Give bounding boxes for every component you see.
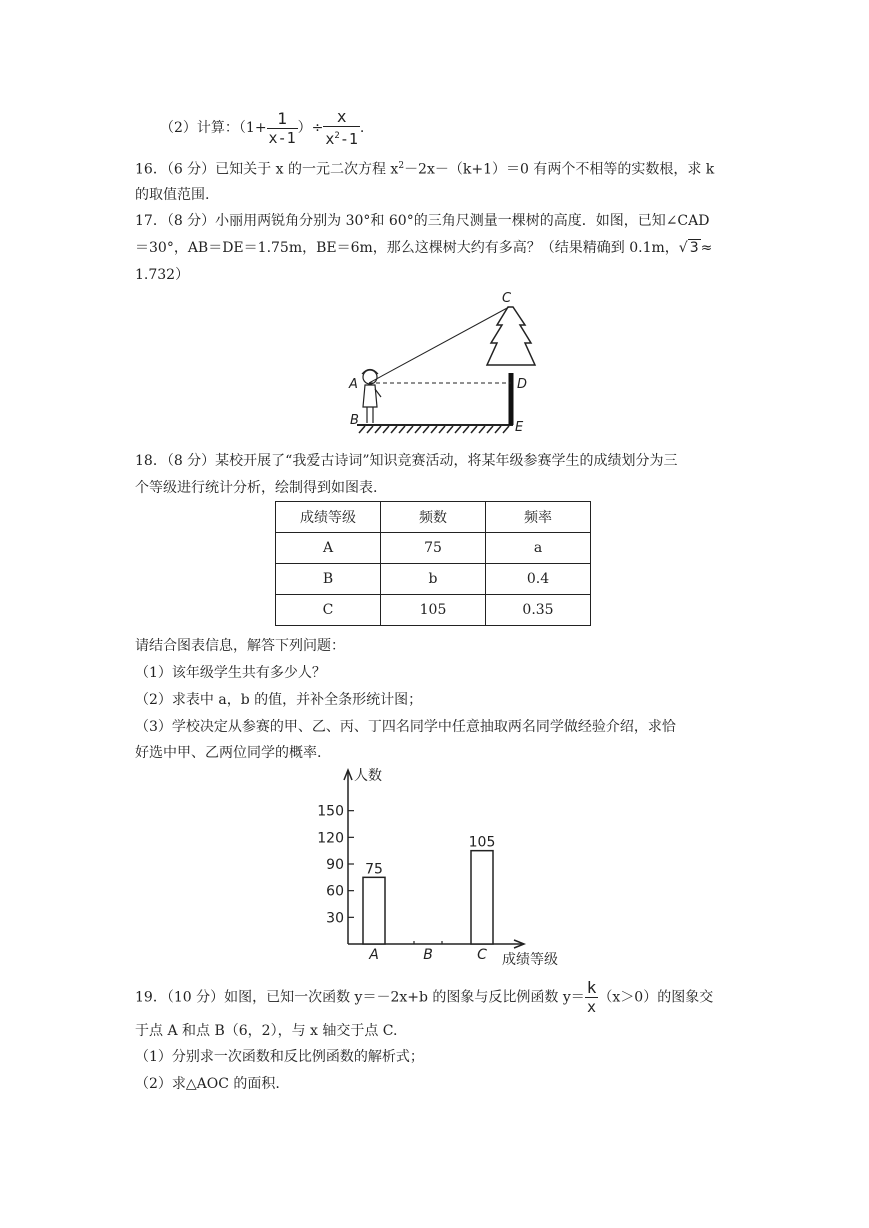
label-a: A [349, 377, 358, 392]
q18-sub2: （2）求表中 a，b 的值，并补全条形统计图； [135, 692, 423, 708]
table-cell: a [486, 533, 591, 564]
q18-line2: 个等级进行统计分析，绘制得到如图表. [135, 480, 378, 496]
label-d: D [517, 377, 528, 392]
y-tick-label: 60 [326, 883, 344, 900]
q19-line1 [135, 979, 713, 1016]
table-header-row [276, 502, 591, 533]
q17-line3: 1.732） [135, 267, 190, 283]
table-header: 频数 [381, 502, 486, 533]
q16-sup: 2 [398, 161, 405, 171]
ground-hatching [359, 426, 509, 433]
frac2-den-base: x [325, 130, 335, 148]
q17-text-a: ＝30°，AB＝DE＝1.75m，BE＝6m，那么这棵树大约有多高？（结果精确到 0.1m， [135, 240, 679, 256]
sight-line-ac [369, 307, 509, 383]
q15-end: . [359, 120, 365, 136]
table-cell: 105 [381, 595, 486, 626]
q19-text-b: （x＞0）的图象交 [598, 989, 714, 1006]
q19-fraction [585, 979, 599, 1016]
bar-data-label: 75 [365, 861, 383, 878]
frac1-denominator: x-1 [268, 128, 296, 147]
y-tick-label: 120 [317, 830, 344, 847]
frac2-denominator [323, 126, 360, 148]
q16-text-b: －2x－（k+1）＝0 有两个不相等的实数根，求 k [404, 161, 715, 178]
table-row [276, 533, 591, 564]
q17-line1: 17．（8 分）小丽用两锐角分别为 30°和 60°的三角尺测量一棵树的高度．如图，已知∠CAD [135, 213, 710, 229]
q17-text-b: ≈ [700, 240, 713, 256]
bar-a [363, 877, 385, 944]
table-cell: 75 [381, 533, 486, 564]
table-header: 频率 [486, 502, 591, 533]
tree-measure-figure [345, 285, 545, 437]
x-axis-label: 成绩等级 [502, 952, 558, 968]
bar-c [471, 851, 493, 944]
frac1-numerator: 1 [277, 108, 287, 128]
q18-sub3-line2: 好选中甲、乙两位同学的概率. [135, 745, 322, 761]
table-cell: b [381, 564, 486, 595]
q19-line2: 于点 A 和点 B（6，2），与 x 轴交于点 C. [135, 1023, 398, 1039]
table-cell: C [276, 595, 381, 626]
q19-sub2: （2）求△AOC 的面积. [135, 1076, 280, 1092]
frac2-numerator: x [336, 107, 347, 126]
y-tick-label: 90 [326, 857, 344, 873]
label-e: E [515, 420, 524, 435]
x-tick-label: A [369, 947, 379, 963]
q17-line2 [135, 237, 712, 259]
frac2-den-exp: 2 [334, 131, 340, 141]
q18-sub1: （1）该年级学生共有多少人？ [135, 665, 326, 681]
q19-frac-denominator: x [587, 998, 597, 1016]
label-b: B [350, 413, 359, 428]
grades-table [275, 501, 591, 626]
q18-prompt: 请结合图表信息，解答下列问题： [135, 638, 345, 654]
sqrt-radicand: 3 [689, 240, 699, 256]
table-cell: 0.4 [486, 564, 591, 595]
table-cell: A [276, 533, 381, 564]
table-header: 成绩等级 [276, 502, 381, 533]
q18-line1: 18．（8 分）某校开展了“我爱古诗词”知识竞赛活动，将某年级参赛学生的成绩划分为三 [135, 453, 678, 469]
table-row [276, 564, 591, 595]
q15-fraction-1 [267, 110, 298, 147]
label-c: C [502, 291, 512, 306]
q16-text-a: 16．（6 分）已知关于 x 的一元二次方程 x [135, 161, 399, 178]
q19-frac-numerator: k [586, 978, 597, 997]
q16-line2: 的取值范围. [135, 187, 210, 203]
frac2-den-tail: -1 [339, 130, 358, 148]
table-cell: 0.35 [486, 595, 591, 626]
q16-line1 [135, 155, 714, 181]
bar-data-label: 105 [468, 834, 496, 851]
q15-prefix: （2）计算：（1+ [160, 120, 267, 136]
x-tick-label: B [423, 947, 433, 963]
y-tick-label: 30 [326, 910, 344, 927]
q19-text-a: 19．（10 分）如图，已知一次函数 y＝－2x+b 的图象与反比例函数 y＝ [135, 989, 585, 1006]
table-row [276, 595, 591, 626]
y-axis-label: 人数 [354, 768, 382, 784]
table-cell: B [276, 564, 381, 595]
x-tick-label: C [477, 947, 487, 963]
sqrt-symbol: √ 3 [678, 240, 699, 256]
bar-chart [300, 762, 580, 972]
tree-crown [487, 307, 535, 365]
q19-sub1: （1）分别求一次函数和反比例函数的解析式； [135, 1049, 424, 1065]
y-tick-label: 150 [317, 803, 344, 820]
q18-sub3-line1: （3）学校决定从参赛的甲、乙、丙、丁四名同学中任意抽取两名同学做经验介绍，求恰 [135, 719, 676, 735]
q15-mid: ）÷ [297, 120, 324, 136]
q15-fraction-2 [323, 108, 360, 148]
q15-part2 [160, 108, 364, 148]
